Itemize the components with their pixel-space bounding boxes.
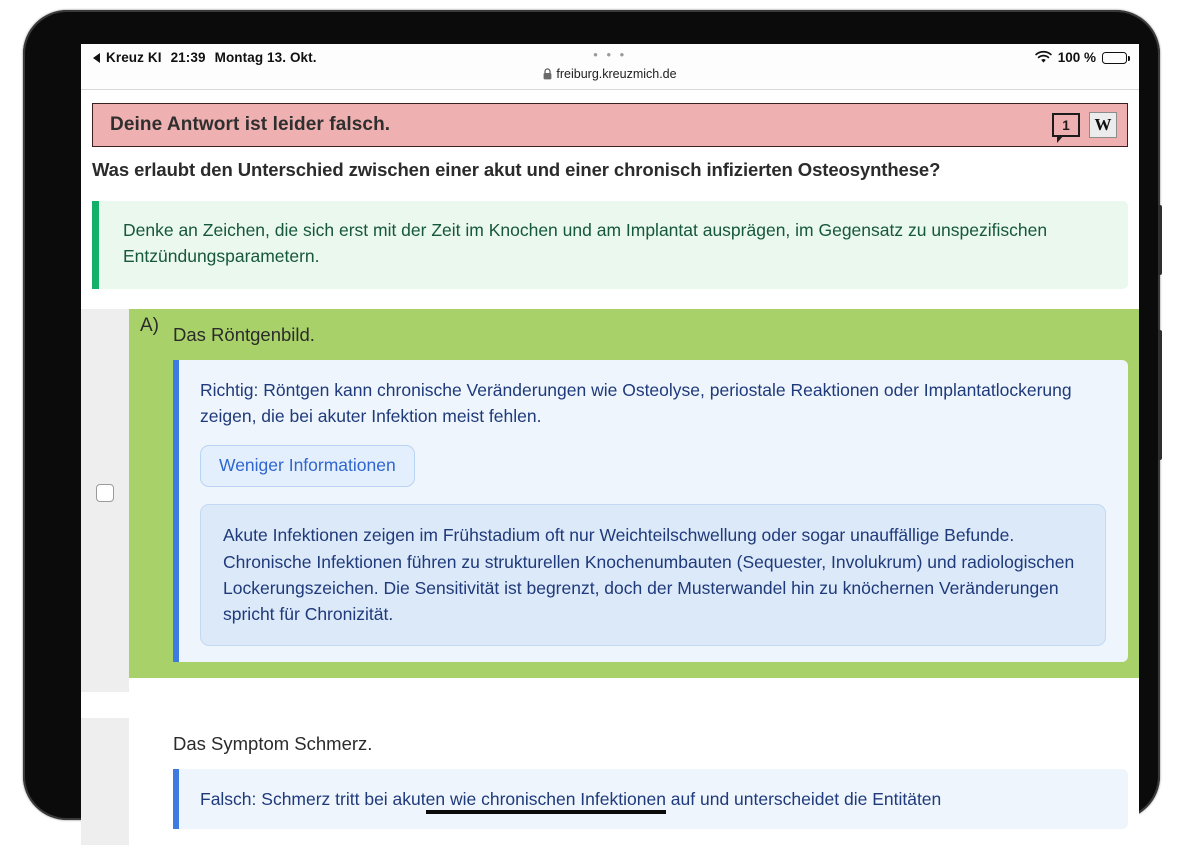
address-bar-url[interactable]: freiburg.kreuzmich.de bbox=[556, 67, 677, 81]
answer-row bbox=[81, 309, 1139, 679]
comment-count: 1 bbox=[1062, 117, 1070, 133]
explanation-prefix-b: Falsch: Schmerz tritt bei akut bbox=[200, 789, 426, 810]
answer-checkbox-gutter bbox=[81, 309, 129, 679]
feedback-message: Deine Antwort ist leider falsch. bbox=[110, 114, 391, 135]
banner-actions bbox=[1052, 112, 1117, 138]
toggle-info-button-a[interactable]: Weniger Informationen bbox=[200, 445, 415, 487]
tablet-screen bbox=[81, 44, 1139, 810]
browser-chrome bbox=[81, 44, 1139, 90]
answer-body-b[interactable] bbox=[129, 718, 1139, 845]
answer-checkbox-a[interactable] bbox=[96, 484, 114, 502]
question-text: Was erlaubt den Unterschied zwischen einer akut und einer chronisch infizierten Osteosynthese? bbox=[92, 159, 941, 180]
text-selection-highlight[interactable]: en wie chronischen Infektionen bbox=[426, 789, 666, 814]
comment-bubble-icon[interactable] bbox=[1052, 113, 1080, 137]
answer-list bbox=[81, 309, 1139, 845]
answer-detail-text-a: Akute Infektionen zeigen im Frühstadium oft nur Weichteilschwellung oder sogar unauffällige Befunde. Chronische Infektionen führen zu strukturellen Knochenumbauten (Sequester, Involukrum) und radiologischen Lockerungszeichen. Die Sensitivität ist begrenzt, doch der Musterwandel hin zu knöchernen Veränderungen spricht für Chronizität. bbox=[223, 525, 1075, 625]
quiz-page bbox=[81, 103, 1139, 810]
status-date: Montag 13. Okt. bbox=[214, 50, 317, 65]
answer-label-a: Das Röntgenbild. bbox=[173, 323, 315, 345]
answer-detail-box-a bbox=[200, 504, 1106, 646]
battery-full-icon bbox=[1102, 52, 1127, 64]
answer-letter-a: A) bbox=[140, 314, 159, 336]
answer-gutter-spacer bbox=[81, 678, 129, 692]
wikipedia-icon[interactable]: W bbox=[1089, 112, 1117, 138]
device-volume-button[interactable] bbox=[1158, 205, 1162, 275]
hint-box bbox=[92, 201, 1128, 288]
answer-explanation-text-a: Richtig: Röntgen kann chronische Veränderungen wie Osteolyse, periostale Reaktionen oder Implantatlockerung zeigen, die bei akuter Infektion meist fehlen. bbox=[200, 379, 1072, 426]
back-app-label[interactable]: Kreuz KI bbox=[106, 50, 162, 65]
answer-row-spacer bbox=[81, 678, 1139, 718]
answer-explanation-a bbox=[173, 360, 1128, 663]
answer-body-spacer bbox=[129, 678, 1139, 692]
status-time: 21:39 bbox=[170, 50, 206, 65]
address-bar[interactable] bbox=[81, 67, 1139, 81]
answer-label-b: Das Symptom Schmerz. bbox=[173, 733, 373, 755]
explanation-suffix-b: auf und unterscheidet die Entitäten bbox=[665, 789, 942, 810]
answer-letter-b bbox=[129, 718, 173, 724]
answer-explanation-text-b bbox=[200, 787, 1106, 813]
hint-text: Denke an Zeichen, die sich erst mit der Zeit im Knochen und am Implantat ausprägen, im Gegensatz zu unspezifischen Entzündungsparametern. bbox=[123, 220, 1048, 266]
lock-icon bbox=[543, 68, 552, 80]
status-bar-right bbox=[1035, 50, 1127, 65]
answer-explanation-b bbox=[173, 769, 1128, 829]
answer-body-a[interactable] bbox=[129, 309, 1139, 679]
tablet-device-frame bbox=[23, 10, 1160, 820]
device-power-button[interactable] bbox=[1158, 330, 1162, 460]
wifi-icon bbox=[1035, 51, 1052, 64]
answer-checkbox-gutter bbox=[81, 718, 129, 845]
battery-percent-label: 100 % bbox=[1057, 50, 1096, 65]
tab-overview-dots[interactable]: • • • bbox=[593, 47, 627, 62]
answer-row bbox=[81, 718, 1139, 845]
feedback-banner bbox=[92, 103, 1128, 147]
